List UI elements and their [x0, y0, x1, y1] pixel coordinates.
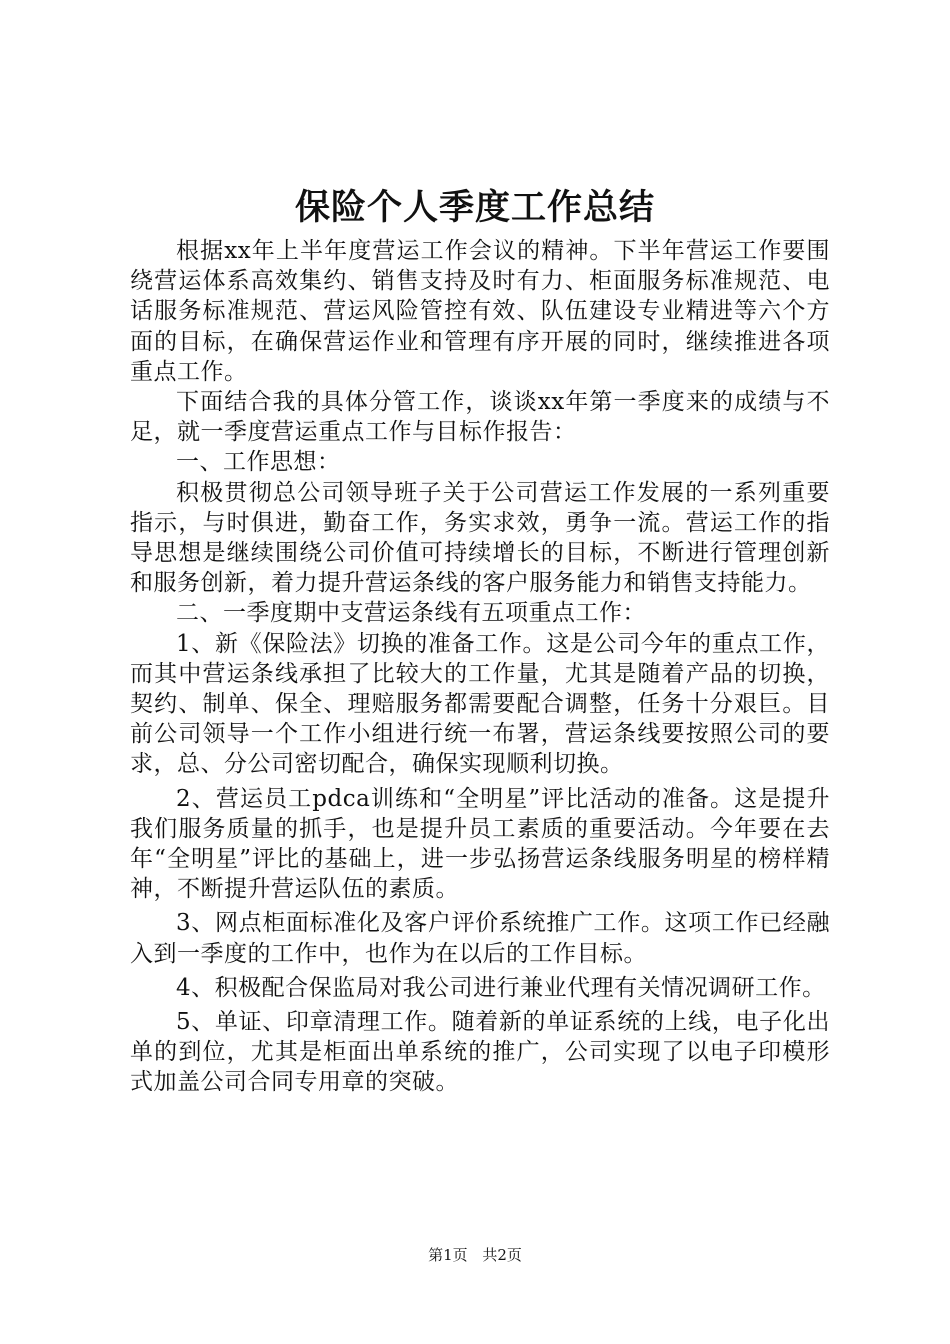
- paragraph-intro: 根据xx年上半年度营运工作会议的精神。下半年营运工作要围绕营运体系高效集约、销售支持及时有力、柜面服务标准规范、电话服务标准规范、营运风险管控有效、队伍建设专业精进等六个方面的目标，在确保营运作业和管理有序开展的同时，继续推进各项重点工作。: [130, 238, 830, 385]
- section-heading-key-tasks: 二、一季度期中支营运条线有五项重点工作：: [176, 600, 646, 627]
- page-total: 共2页: [482, 1246, 522, 1264]
- paragraph-task-5: 5、单证、印章清理工作。随着新的单证系统的上线，电子化出单的到位，尤其是柜面出单系统的推广，公司实现了以电子印模形式加盖公司合同专用章的突破。: [130, 1009, 830, 1096]
- paragraph-task-1: 1、新《保险法》切换的准备工作。这是公司今年的重点工作，而其中营运条线承担了比较大的工作量，尤其是随着产品的切换，契约、制单、保全、理赔服务都需要配合调整，任务十分艰巨。目前公司领导一个工作小组进行统一布署，营运条线要按照公司的要求，总、分公司密切配合，确保实现顺利切换。: [130, 630, 830, 778]
- page-number: 第1页: [428, 1246, 468, 1264]
- paragraph-work-thinking: 积极贯彻总公司领导班子关于公司营运工作发展的一系列重要指示，与时俱进，勤奋工作，务实求效，勇争一流。营运工作的指导思想是继续围绕公司价值可持续增长的目标，不断进行管理创新和服务创新，着力提升营运条线的客户服务能力和销售支持能力。: [130, 479, 830, 597]
- paragraph-task-2: 2、营运员工pdca训练和“全明星”评比活动的准备。这是提升我们服务质量的抓手，也是提升员工素质的重要活动。今年要在去年“全明星”评比的基础上，进一步弘扬营运条线服务明星的榜样精神，不断提升营运队伍的素质。: [130, 785, 830, 903]
- paragraph-overview: 下面结合我的具体分管工作，谈谈xx年第一季度来的成绩与不足，就一季度营运重点工作与目标作报告：: [130, 389, 830, 446]
- paragraph-task-3: 3、网点柜面标准化及客户评价系统推广工作。这项工作已经融入到一季度的工作中，也作为在以后的工作目标。: [130, 910, 830, 967]
- paragraph-task-4: 4、积极配合保监局对我公司进行兼业代理有关情况调研工作。: [176, 974, 826, 1001]
- section-heading-work-thinking: 一、工作思想：: [176, 449, 341, 476]
- document-body: [130, 236, 830, 1098]
- document-title: 保险个人季度工作总结: [294, 187, 655, 228]
- page-footer: [0, 1243, 950, 1267]
